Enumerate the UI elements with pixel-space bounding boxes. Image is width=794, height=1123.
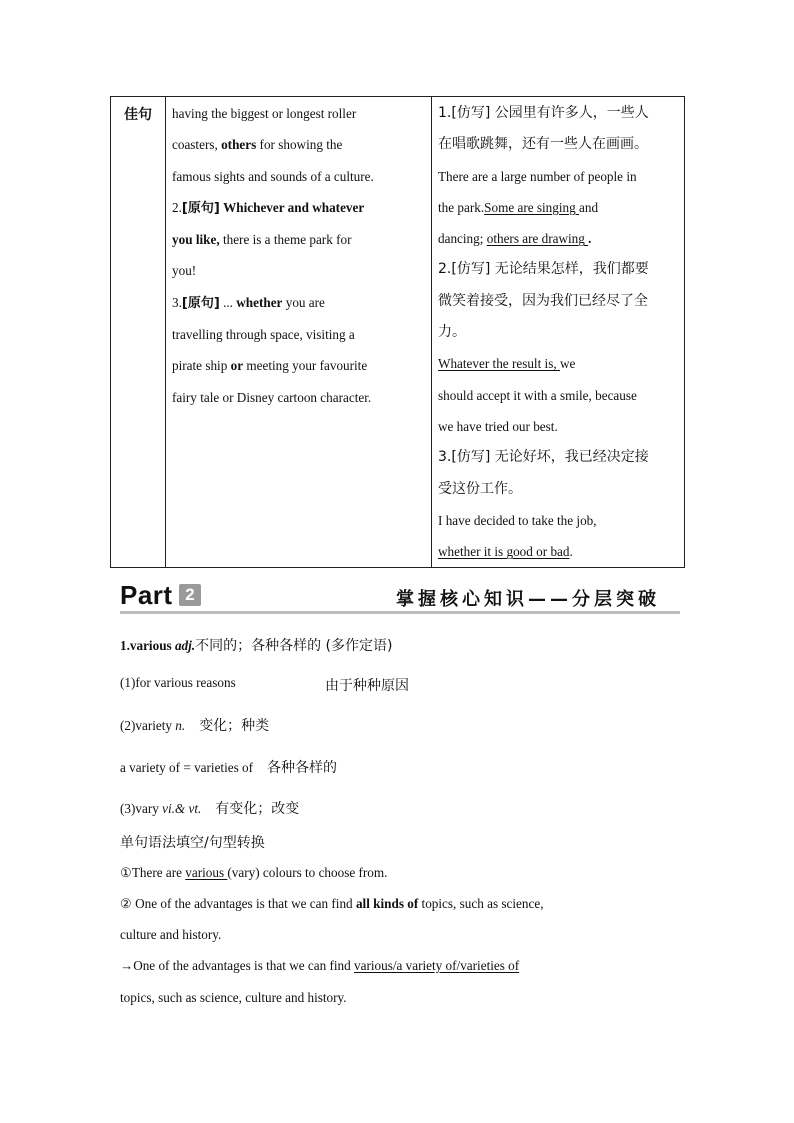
part-word: Part (120, 580, 173, 610)
part-underline (120, 611, 680, 614)
part-number-badge: 2 (179, 584, 201, 606)
exercise-2-cont: culture and history. (120, 927, 222, 942)
part-heading: 掌握核心知识——分层突破 (396, 589, 660, 610)
orig-line-10: fairy tale or Disney cartoon character. (172, 389, 372, 405)
answer-blank: Some are singing (484, 199, 580, 215)
item-1-heading: 1.various adj.不同的；各种各样的 (多作定语) (120, 638, 393, 654)
exercise-2-rewrite: →One of the advantages is that we can find various/a variety of/varieties of (120, 958, 520, 973)
orig-line-5: you like, there is a theme park for (172, 232, 352, 248)
answer-blank: various (185, 865, 228, 880)
imit1-zh-1: 1.[仿写] 公园里有许多人，一些人 (438, 105, 649, 121)
exercise-heading: 单句语法填空/句型转换 (120, 835, 265, 851)
imit2-zh-1: 2.[仿写] 无论结果怎样，我们都要 (438, 261, 649, 278)
orig-line-1: having the biggest or longest roller (172, 106, 357, 121)
imit1-en-3: dancing; others are drawing . (438, 231, 592, 247)
part-banner (120, 580, 680, 614)
orig-line-3: famous sights and sounds of a culture. (172, 168, 374, 184)
note-2: (2)variety n. 变化；种类 (120, 718, 270, 734)
orig-line-9: pirate ship or meeting your favourite (172, 358, 368, 374)
note-1: (1)for various reasons 由于种种原因 (120, 675, 409, 694)
original-sentences-cell (166, 97, 432, 568)
sentence-table (110, 96, 685, 568)
imit2-en-2: should accept it with a smile, because (438, 387, 637, 403)
exercise-2: ② One of the advantages is that we can find all kinds of topics, such as science, (120, 896, 544, 911)
answer-blank: whether it is good or bad (438, 544, 570, 560)
imit1-en-2: the park.Some are singing and (438, 199, 599, 215)
imit2-zh-3: 力。 (438, 324, 466, 341)
exercise-2-rewrite-cont: topics, such as science, culture and history. (120, 990, 347, 1005)
imit3-en-2: whether it is good or bad. (438, 544, 573, 560)
answer-blank: others are drawing (486, 231, 589, 247)
orig-line-7: 3.[原句] ... whether you are (172, 294, 325, 311)
answer-blank: Whatever the result is, (438, 356, 560, 372)
answer-blank: various/a variety of/varieties of (354, 958, 520, 973)
exercise-1: ①There are various (vary) colours to choose from. (120, 865, 388, 880)
note-4: (3)vary vi.& vt. 有变化；改变 (120, 801, 300, 817)
orig-line-2: coasters, others for showing the (172, 137, 343, 153)
orig-line-4: 2.[原句] Whichever and whatever (172, 199, 365, 216)
imit1-en-1: There are a large number of people in (438, 168, 637, 184)
orig-line-8: travelling through space, visiting a (172, 327, 355, 343)
imit3-zh-1: 3.[仿写] 无论好坏，我已经决定接 (438, 449, 649, 466)
imit2-zh-2: 微笑着接受，因为我们已经尽了全 (438, 292, 648, 309)
imit2-en-3: we have tried our best. (438, 418, 558, 434)
imitation-sentences-cell (432, 97, 685, 568)
imit3-zh-2: 受这份工作。 (438, 480, 522, 497)
imit1-zh-2: 在唱歌跳舞，还有一些人在画画。 (438, 136, 648, 153)
orig-line-6: you! (172, 263, 197, 279)
imit2-en-1: Whatever the result is, we (438, 356, 576, 372)
table-label: 佳句 (111, 97, 166, 568)
note-3: a variety of = varieties of 各种各样的 (120, 760, 338, 776)
imit3-en-1: I have decided to take the job, (438, 512, 597, 528)
